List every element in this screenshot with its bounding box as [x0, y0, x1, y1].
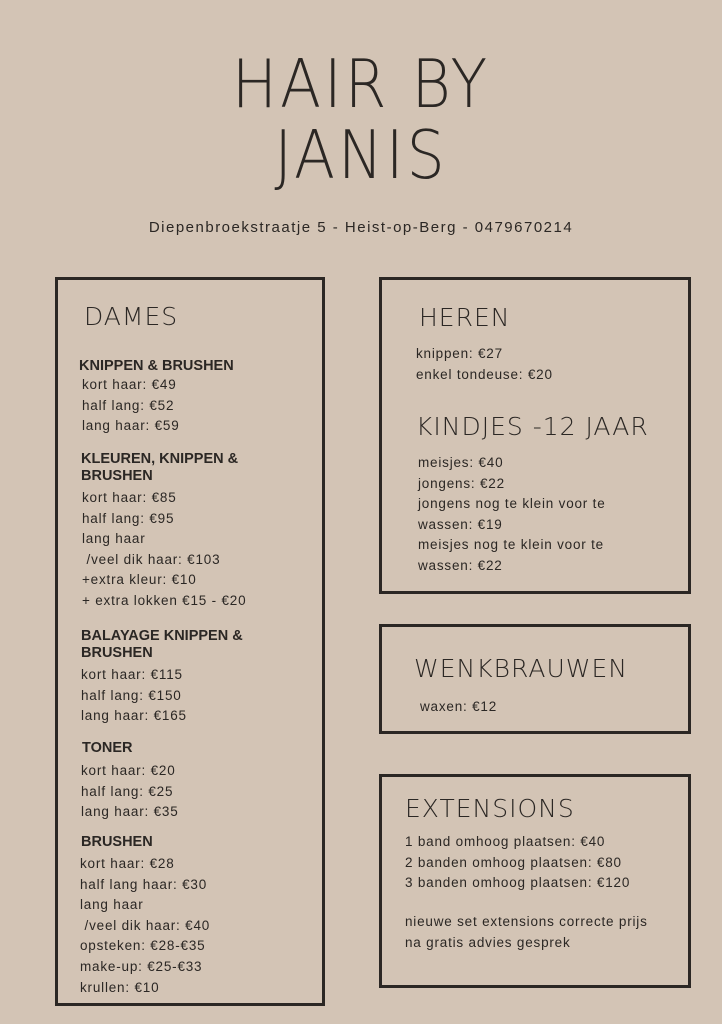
- note-line: na gratis advies gesprek: [405, 934, 571, 950]
- price-item: kort haar: €49: [82, 377, 177, 392]
- price-item: wassen: €22: [418, 557, 503, 573]
- price-item: kort haar: €28: [80, 856, 175, 871]
- price-item: /veel dik haar: €40: [80, 917, 211, 933]
- price-item: make-up: €25-€33: [80, 958, 203, 974]
- wenkbrauwen-list: [420, 697, 497, 718]
- price-item: kort haar: €115: [81, 667, 183, 682]
- price-item: 1 band omhoog plaatsen: €40: [405, 834, 606, 849]
- extensions-heading: EXTENSIONS: [405, 794, 575, 823]
- price-item: lang haar: [82, 531, 146, 547]
- dames-group-title: KLEUREN, KNIPPEN & BRUSHEN: [81, 451, 239, 484]
- dames-group-title: BALAYAGE KNIPPEN & BRUSHEN: [81, 628, 243, 661]
- price-item: lang haar: [80, 897, 144, 913]
- heren-list: [416, 344, 553, 385]
- dames-box: [55, 277, 325, 1006]
- extensions-box: [379, 774, 691, 988]
- extensions-note: [405, 912, 648, 953]
- price-item: half lang: €95: [82, 510, 175, 526]
- dames-group-title: TONER: [82, 740, 133, 756]
- price-item: half lang haar: €30: [80, 876, 208, 892]
- price-item: waxen: €12: [420, 699, 498, 714]
- price-item: enkel tondeuse: €20: [416, 366, 553, 382]
- dames-group-list: [82, 488, 246, 612]
- price-item: /veel dik haar: €103: [82, 551, 221, 567]
- address-line: Diepenbroekstraatje 5 - Heist-op-Berg - 0479670214: [148, 219, 574, 236]
- dames-group-list: [81, 665, 187, 727]
- kindjes-list: [418, 453, 606, 577]
- extensions-list: [405, 832, 630, 894]
- price-item: lang haar: €35: [81, 804, 179, 820]
- dames-group-list: [82, 375, 180, 437]
- price-item: meisjes: €40: [418, 455, 504, 470]
- price-item: kort haar: €85: [82, 490, 177, 505]
- price-item: + extra lokken €15 - €20: [82, 592, 247, 608]
- price-item: lang haar: €165: [81, 708, 187, 724]
- price-item: wassen: €19: [418, 516, 503, 532]
- dames-group-list: [80, 854, 210, 998]
- price-item: 2 banden omhoog plaatsen: €80: [405, 854, 622, 870]
- note-line: nieuwe set extensions correcte prijs: [405, 914, 648, 929]
- price-item: jongens: €22: [418, 475, 505, 491]
- price-item: kort haar: €20: [81, 763, 176, 778]
- dames-heading: DAMES: [84, 302, 179, 331]
- wenkbrauwen-heading: WENKBRAUWEN: [414, 654, 628, 683]
- price-item: knippen: €27: [416, 346, 503, 361]
- kindjes-heading: KINDJES -12 JAAR: [416, 412, 649, 441]
- price-item: lang haar: €59: [82, 418, 180, 434]
- price-item: opsteken: €28-€35: [80, 938, 206, 954]
- price-item: +extra kleur: €10: [82, 572, 197, 588]
- title-line-1: HAIR BY: [231, 45, 491, 124]
- price-item: 3 banden omhoog plaatsen: €120: [405, 875, 631, 891]
- title-line-2: JANIS: [274, 116, 448, 195]
- wenkbrauwen-box: [379, 624, 691, 734]
- price-item: half lang: €25: [81, 783, 174, 799]
- dames-group-title: KNIPPEN & BRUSHEN: [79, 358, 234, 374]
- price-item: jongens nog te klein voor te: [418, 496, 606, 512]
- dames-group-title: BRUSHEN: [81, 834, 153, 850]
- price-item: meisjes nog te klein voor te: [418, 537, 604, 553]
- dames-group-list: [81, 761, 179, 823]
- price-item: krullen: €10: [80, 979, 160, 995]
- price-item: half lang: €52: [82, 397, 175, 413]
- heren-kindjes-box: [379, 277, 691, 594]
- price-item: half lang: €150: [81, 687, 182, 703]
- heren-heading: HEREN: [419, 303, 511, 332]
